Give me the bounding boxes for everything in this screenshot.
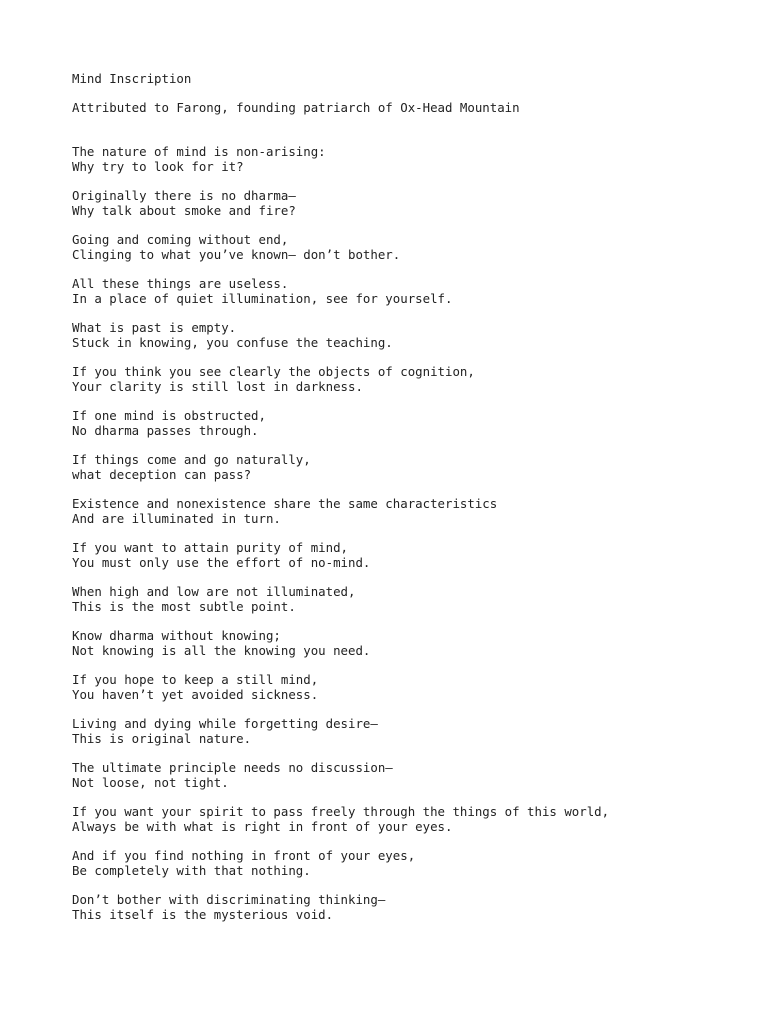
stanza bbox=[72, 892, 752, 922]
stanza-line: This itself is the mysterious void. bbox=[72, 907, 334, 922]
stanza-line: This is original nature. bbox=[72, 731, 252, 746]
stanza bbox=[72, 804, 752, 834]
stanza-line: Don’t bother with discriminating thinking— bbox=[72, 892, 386, 907]
stanza bbox=[72, 628, 752, 658]
stanza-line: If you think you see clearly the objects of cognition, bbox=[72, 364, 475, 379]
attribution-line: Attributed to Farong, founding patriarch of Ox-Head Mountain bbox=[72, 100, 520, 115]
stanza-line: In a place of quiet illumination, see for yourself. bbox=[72, 291, 453, 306]
stanza-line: And if you find nothing in front of your eyes, bbox=[72, 848, 416, 863]
stanza-line: If you want your spirit to pass freely through the things of this world, bbox=[72, 804, 610, 819]
stanza bbox=[72, 144, 752, 174]
stanza bbox=[72, 584, 752, 614]
stanza-line: Not knowing is all the knowing you need. bbox=[72, 643, 371, 658]
document-title: Mind Inscription bbox=[72, 71, 192, 86]
stanza-line: This is the most subtle point. bbox=[72, 599, 296, 614]
stanza-line: If things come and go naturally, bbox=[72, 452, 311, 467]
stanza bbox=[72, 496, 752, 526]
stanza-line: All these things are useless. bbox=[72, 276, 289, 291]
stanza bbox=[72, 452, 752, 482]
stanza bbox=[72, 364, 752, 394]
stanza-line: The nature of mind is non-arising: bbox=[72, 144, 326, 159]
stanza-line: Existence and nonexistence share the same characteristics bbox=[72, 496, 498, 511]
stanza bbox=[72, 672, 752, 702]
stanza bbox=[72, 320, 752, 350]
document-page bbox=[72, 71, 752, 936]
stanza-line: Stuck in knowing, you confuse the teaching. bbox=[72, 335, 393, 350]
stanza-line: Why talk about smoke and fire? bbox=[72, 203, 296, 218]
stanza-line: what deception can pass? bbox=[72, 467, 252, 482]
stanza-line: Not loose, not tight. bbox=[72, 775, 229, 790]
stanza-line: Your clarity is still lost in darkness. bbox=[72, 379, 363, 394]
stanza-line: If you hope to keep a still mind, bbox=[72, 672, 319, 687]
stanza-line: Going and coming without end, bbox=[72, 232, 289, 247]
stanza bbox=[72, 716, 752, 746]
stanza bbox=[72, 232, 752, 262]
stanza-line: You haven’t yet avoided sickness. bbox=[72, 687, 319, 702]
stanza-line: Be completely with that nothing. bbox=[72, 863, 311, 878]
stanza-line: Know dharma without knowing; bbox=[72, 628, 281, 643]
stanza bbox=[72, 276, 752, 306]
stanza-line: You must only use the effort of no-mind. bbox=[72, 555, 371, 570]
stanza-line: And are illuminated in turn. bbox=[72, 511, 281, 526]
stanza bbox=[72, 188, 752, 218]
stanza-line: Always be with what is right in front of your eyes. bbox=[72, 819, 453, 834]
stanza-line: Originally there is no dharma— bbox=[72, 188, 296, 203]
stanza-line: When high and low are not illuminated, bbox=[72, 584, 356, 599]
stanza-line: The ultimate principle needs no discussion— bbox=[72, 760, 393, 775]
stanza-line: If you want to attain purity of mind, bbox=[72, 540, 349, 555]
stanza-line: Clinging to what you’ve known— don’t bother. bbox=[72, 247, 401, 262]
stanza bbox=[72, 408, 752, 438]
stanza bbox=[72, 540, 752, 570]
stanza bbox=[72, 848, 752, 878]
stanza-line: If one mind is obstructed, bbox=[72, 408, 266, 423]
stanza-line: What is past is empty. bbox=[72, 320, 237, 335]
stanza-line: No dharma passes through. bbox=[72, 423, 259, 438]
stanza-line: Living and dying while forgetting desire— bbox=[72, 716, 378, 731]
stanza bbox=[72, 760, 752, 790]
poem-body bbox=[72, 144, 752, 922]
stanza-line: Why try to look for it? bbox=[72, 159, 244, 174]
